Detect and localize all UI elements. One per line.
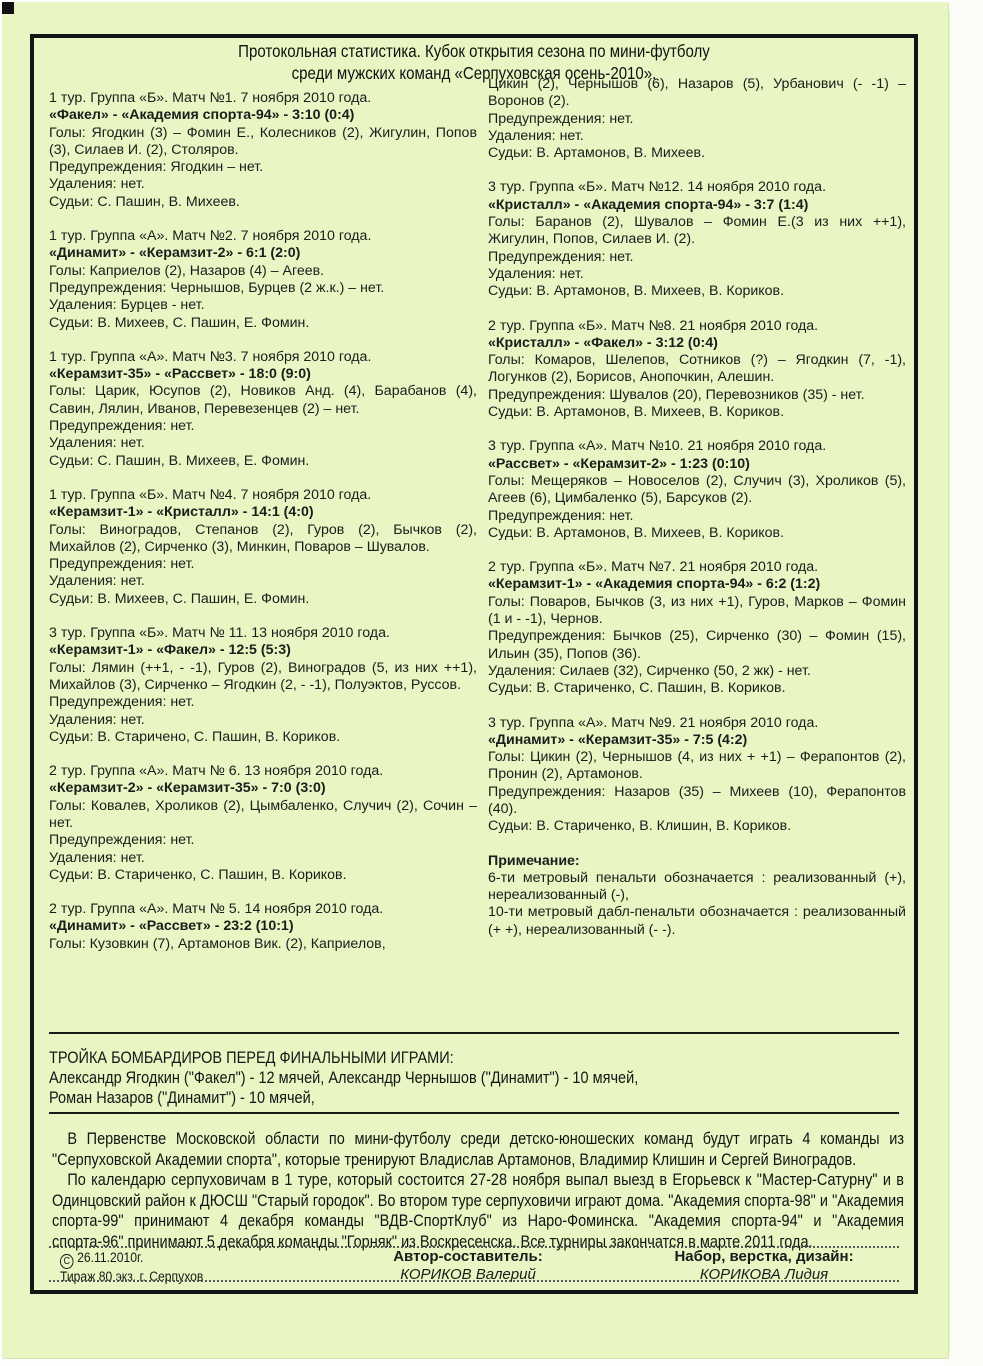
layout-credit bbox=[634, 1248, 894, 1284]
copyright-icon: C bbox=[60, 1254, 74, 1269]
match-header: 2 тур. Группа «Б». Матч №7. 21 ноября 2010 года. bbox=[488, 559, 819, 576]
match-header: 2 тур. Группа «А». Матч № 6. 13 ноября 2010 года. bbox=[49, 763, 384, 780]
footnote bbox=[488, 853, 906, 939]
goals: Голы: Виноградов, Степанов (2), Гуров (2), Бычков (2), Михайлов (2), Сирченко (3), Минкин, Поваров – Шувалов. bbox=[49, 521, 477, 555]
ejections: Удаления: Бурцев - нет. bbox=[49, 297, 205, 314]
ejections: Удаления: нет. bbox=[49, 849, 145, 866]
match-header: 3 тур. Группа «А». Матч №10. 21 ноября 2010 года. bbox=[488, 438, 827, 455]
left-column bbox=[49, 90, 477, 970]
match-header: 1 тур. Группа «Б». Матч №4. 7 ноября 2010 года. bbox=[49, 486, 372, 503]
match-header: 1 тур. Группа «Б». Матч №1. 7 ноября 2010 года. bbox=[49, 90, 372, 106]
layout-name: КОРИКОВА Лидия bbox=[699, 1266, 829, 1283]
goals: Голы: Кузовкин (7), Артамонов Вик. (2), Каприелов, bbox=[49, 935, 386, 952]
publication-date: 26.11.2010г. bbox=[77, 1250, 144, 1265]
referees: Судьи: В. Старичено, С. Пашин, В. Кориков. bbox=[49, 728, 341, 745]
top-scorers-line-2: Роман Назаров ("Динамит") - 10 мячей, bbox=[49, 1089, 315, 1107]
referees: Судьи: В. Артамонов, В. Михеев. bbox=[488, 145, 706, 162]
match-score: «Керамзит-1» - «Академия спорта-94» - 6:2 (1:2) bbox=[488, 576, 821, 593]
warnings: Предупреждения: Ягодкин – нет. bbox=[49, 159, 264, 176]
match-score: «Керамзит-1» - «Факел» - 12:5 (5:3) bbox=[49, 642, 291, 659]
warnings: Предупреждения: нет. bbox=[488, 248, 634, 265]
footnote-title: Примечание: bbox=[488, 852, 580, 869]
match-score: «Динамит» - «Керамзит-35» - 7:5 (4:2) bbox=[488, 731, 748, 748]
match-report bbox=[49, 763, 477, 884]
match-score: «Факел» - «Академия спорта-94» - 3:10 (0:4) bbox=[49, 107, 355, 124]
ejections: Удаления: нет. bbox=[49, 711, 145, 728]
footnote-penalty-6m: 6-ти метровый пенальти обозначается : реализованный (+), нереализованный (-), bbox=[488, 869, 906, 904]
match-report-continued bbox=[488, 76, 906, 162]
match-header: 1 тур. Группа «А». Матч №2. 7 ноября 2010 года. bbox=[49, 228, 372, 245]
warnings: Предупреждения: нет. bbox=[49, 418, 195, 435]
referees: Судьи: В. Стариченко, С. Пашин, В. Кориков. bbox=[49, 866, 347, 883]
ejections: Удаления: нет. bbox=[488, 265, 584, 282]
match-report bbox=[488, 559, 906, 697]
referees: Судьи: С. Пашин, В. Михеев, Е. Фомин. bbox=[49, 452, 310, 469]
ejections: Удаления: нет. bbox=[488, 127, 584, 144]
goals: Голы: Мещеряков – Новоселов (2), Случич (3), Хроликов (5), Агеев (6), Цимбаленко (5), Барсуков (2). bbox=[488, 472, 906, 507]
news-paragraph: По календарю серпуховичам в 1 туре, который состоится 27-28 ноября выпал выезд в Егорьевск к "Мастер-Сатурну" и в Одинцовский район к ДЮСШ "Старый городок". Во втором туре серпуховичи играют дома. "Академия спорта-98" и "Академия спорта-99" принимают 4 декабря команды "ВДВ-СпортКлуб" из Наро-Фоминска. "Академия спорта-94" и "Академия спорта-96" принимают 5 декабря команды "Горняк" из Воскресенска. Все турниры закончатся в марте 2011 года. bbox=[52, 1170, 904, 1251]
referees: Судьи: В. Михеев, С. Пашин, Е. Фомин. bbox=[49, 314, 310, 331]
referees: Судьи: В. Стариченко, В. Клишин, В. Кориков. bbox=[488, 818, 792, 835]
match-report bbox=[49, 349, 477, 470]
ejections: Удаления: нет. bbox=[49, 435, 145, 452]
match-header: 3 тур. Группа «А». Матч №9. 21 ноября 2010 года. bbox=[488, 714, 819, 731]
match-report bbox=[488, 438, 906, 542]
warnings: Предупреждения: Чернышов, Бурцев (2 ж.к.) – нет. bbox=[49, 279, 385, 296]
match-score: «Рассвет» - «Керамзит-2» - 1:23 (0:10) bbox=[488, 455, 750, 472]
goals: Голы: Комаров, Шелепов, Сотников (?) – Ягодкин (7, -1), Логунков (2), Борисов, Анопочкин, Алешин. bbox=[488, 352, 906, 386]
goals: Голы: Царик, Юсупов (2), Новиков Анд. (4), Барабанов (4), Савин, Лялин, Иванов, Перевезенцев (2) – нет. bbox=[49, 383, 477, 417]
referees: Судьи: В. Артамонов, В. Михеев, В. Кориков. bbox=[488, 404, 785, 421]
goals: Голы: Ягодкин (3) – Фомин Е., Колесников (2), Жигулин, Попов (3), Силаев И. (2), Столяров. bbox=[49, 124, 477, 158]
goals: Голы: Поваров, Бычков (3, из них +1), Гуров, Марков – Фомин (1 и - -1), Чернов. bbox=[488, 593, 906, 628]
author-name: КОРИКОВ Валерий bbox=[400, 1266, 536, 1283]
warnings: Предупреждения: Бычков (25), Сирченко (30) – Фомин (15), Ильин (35), Попов (36). bbox=[488, 628, 906, 662]
match-report bbox=[488, 179, 906, 300]
match-header: 3 тур. Группа «Б». Матч № 11. 13 ноября 2010 года. bbox=[49, 625, 390, 642]
match-header: 1 тур. Группа «А». Матч №3. 7 ноября 2010 года. bbox=[49, 348, 372, 365]
corner-mark bbox=[2, 2, 14, 14]
dotted-divider bbox=[49, 1280, 899, 1282]
news-paragraph: В Первенстве Московской области по мини-футболу среди детско-юношеских команд будут играть 4 команды из "Серпуховской Академии спорта", которые тренируют Владислав Артамонов, Владимир Клишин и Сергей Виноградов. bbox=[52, 1129, 904, 1169]
warnings: Предупреждения: Шувалов (20), Перевозников (35) - нет. bbox=[488, 386, 865, 403]
ejections: Удаления: Силаев (32), Сирченко (50, 2 жк) - нет. bbox=[488, 662, 811, 679]
goals: Голы: Баранов (2), Шувалов – Фомин Е.(3 из них ++1), Жигулин, Попов, Силаев И. (2). bbox=[488, 214, 906, 248]
author-credit bbox=[368, 1248, 568, 1284]
goals: Голы: Ковалев, Хроликов (2), Цымбаленко, Случич (2), Сочин – нет. bbox=[49, 797, 477, 831]
match-report bbox=[488, 715, 906, 836]
top-scorers bbox=[49, 1048, 797, 1108]
top-scorers-heading: ТРОЙКА БОМБАРДИРОВ ПЕРЕД ФИНАЛЬНЫМИ ИГРАМИ: bbox=[49, 1049, 454, 1067]
title-line-2: среди мужских команд «Серпуховская осень-2010». bbox=[291, 63, 657, 83]
referees: Судьи: В. Артамонов, В. Михеев, В. Кориков. bbox=[488, 283, 785, 300]
page-margin bbox=[950, 0, 983, 1366]
layout-label: Набор, верстка, дизайн: bbox=[674, 1248, 854, 1265]
title-line-1: Протокольная статистика. Кубок открытия сезона по мини-футболу bbox=[238, 41, 710, 61]
referees: Судьи: С. Пашин, В. Михеев. bbox=[49, 193, 240, 210]
top-scorers-line-1: Александр Ягодкин ("Факел") - 12 мячей, Александр Чернышов ("Динамит") - 10 мячей, bbox=[49, 1069, 639, 1087]
warnings: Предупреждения: нет. bbox=[488, 110, 634, 127]
referees: Судьи: В. Стариченко, С. Пашин, В. Кориков. bbox=[488, 680, 786, 697]
match-report bbox=[49, 228, 477, 332]
goals: Голы: Лямин (++1, - -1), Гуров (2), Виноградов (5, из них ++1), Михайлов (3), Сирченко – Ягодкин (2, - -1), Полуэктов, Руссов. bbox=[49, 659, 477, 693]
youth-championship-news bbox=[52, 1129, 904, 1253]
match-report bbox=[49, 90, 477, 211]
section-divider bbox=[49, 1112, 899, 1114]
match-report bbox=[49, 901, 477, 953]
match-score: «Кристалл» - «Факел» - 3:12 (0:4) bbox=[488, 334, 718, 351]
section-divider bbox=[49, 1032, 899, 1034]
match-score: «Керамзит-35» - «Рассвет» - 18:0 (9:0) bbox=[49, 366, 311, 383]
warnings: Предупреждения: нет. bbox=[49, 556, 195, 573]
ejections: Удаления: нет. bbox=[49, 573, 145, 590]
match-header: 2 тур. Группа «А». Матч № 5. 14 ноября 2010 года. bbox=[49, 901, 384, 918]
footnote-penalty-10m: 10-ти метровый дабл-пенальти обозначается : реализованный (+ +), нереализованный (- -). bbox=[488, 904, 906, 938]
content-frame bbox=[30, 34, 918, 1294]
match-score: «Динамит» - «Керамзит-2» - 6:1 (2:0) bbox=[49, 245, 301, 262]
referees: Судьи: В. Михеев, С. Пашин, Е. Фомин. bbox=[49, 590, 310, 607]
match-report bbox=[49, 487, 477, 608]
warnings: Предупреждения: Назаров (35) – Михеев (10), Ферапонтов (40). bbox=[488, 783, 906, 817]
match-score: «Керамзит-1» - «Кристалл» - 14:1 (4:0) bbox=[49, 504, 314, 521]
credits-footer bbox=[34, 1250, 914, 1290]
match-report bbox=[488, 318, 906, 422]
author-label: Автор-составитель: bbox=[393, 1248, 543, 1265]
match-score: «Керамзит-2» - «Керамзит-35» - 7:0 (3:0) bbox=[49, 780, 326, 797]
right-column bbox=[488, 76, 906, 939]
match-score: «Динамит» - «Рассвет» - 23:2 (10:1) bbox=[49, 918, 294, 935]
match-report bbox=[49, 625, 477, 746]
print-run: Тираж 80 экз. г. Серпухов bbox=[60, 1269, 204, 1284]
match-header: 3 тур. Группа «Б». Матч №12. 14 ноября 2010 года. bbox=[488, 179, 827, 196]
warnings: Предупреждения: нет. bbox=[488, 507, 634, 524]
warnings: Предупреждения: нет. bbox=[49, 694, 195, 711]
goals: Цикин (2), Чернышов (6), Назаров (5), Урбанович (- -1) – Воронов (2). bbox=[488, 76, 906, 110]
newsletter-page bbox=[2, 2, 948, 1358]
match-header: 2 тур. Группа «Б». Матч №8. 21 ноября 2010 года. bbox=[488, 317, 819, 334]
goals: Голы: Цикин (2), Чернышов (4, из них + +1) – Ферапонтов (2), Пронин (2), Артамонов. bbox=[488, 749, 906, 783]
match-score: «Кристалл» - «Академия спорта-94» - 3:7 (1:4) bbox=[488, 196, 809, 213]
referees: Судьи: В. Артамонов, В. Михеев, В. Кориков. bbox=[488, 524, 785, 541]
ejections: Удаления: нет. bbox=[49, 176, 145, 193]
goals: Голы: Каприелов (2), Назаров (4) – Агеев. bbox=[49, 262, 325, 279]
warnings: Предупреждения: нет. bbox=[49, 832, 195, 849]
